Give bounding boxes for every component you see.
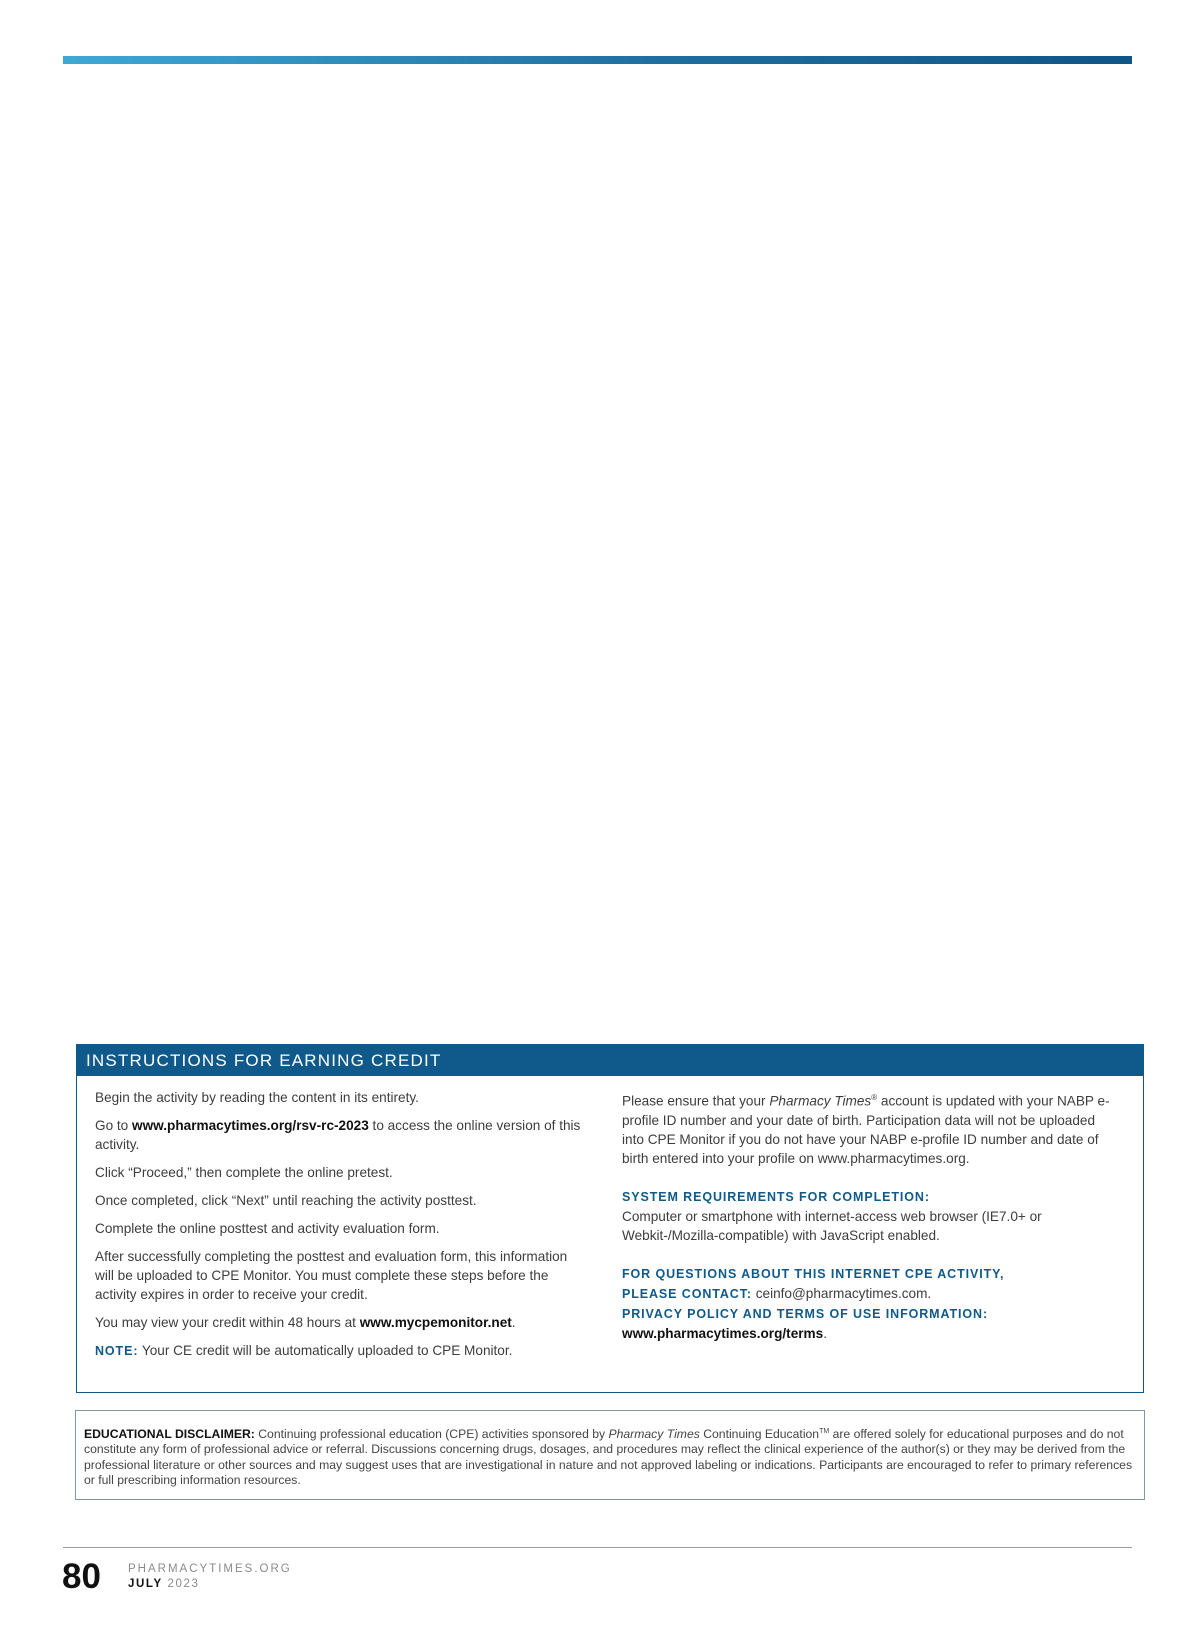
cpe-monitor-link[interactable]: www.mycpemonitor.net [359, 1315, 512, 1330]
footer-year: 2023 [162, 1578, 200, 1590]
instructions-header: INSTRUCTIONS FOR EARNING CREDIT [77, 1045, 1143, 1076]
system-requirements-text: Computer or smartphone with internet-access web browser (IE7.0+ or Webkit-/Mozilla-compatible) with JavaScript enabled. [622, 1208, 1042, 1243]
footer-issue-date [128, 1578, 200, 1590]
top-accent-rule [63, 56, 1132, 64]
brand-name: Pharmacy Times [769, 1093, 872, 1109]
note-label: NOTE: [95, 1344, 139, 1358]
step-7: You may view your credit within 48 hours at www.mycpemonitor.net. [95, 1315, 516, 1330]
footer-site: PHARMACYTIMES.ORG [128, 1563, 292, 1575]
system-requirements-label: SYSTEM REQUIREMENTS FOR COMPLETION: [622, 1189, 930, 1204]
registered-mark: ® [871, 1093, 878, 1102]
account-notice: Please ensure that your Pharmacy Times® account is updated with your NABP e-profile ID number and your date of birth. Participation data will not be uploaded into CPE Monitor if you do not have your NABP e-profile ID number and date of birth entered into your profile on www.pharmacytimes.org. [622, 1093, 1110, 1166]
note: NOTE: Your CE credit will be automatically uploaded to CPE Monitor. [95, 1343, 513, 1358]
step-1: Begin the activity by reading the content in its entirety. [95, 1090, 419, 1105]
privacy-label: PRIVACY POLICY AND TERMS OF USE INFORMATION: [622, 1306, 989, 1321]
trademark-mark: TM [819, 1428, 830, 1435]
footer-rule [63, 1547, 1132, 1548]
contact-line: PLEASE CONTACT: ceinfo@pharmacytimes.com. [622, 1285, 932, 1301]
step-4: Once completed, click “Next” until reaching the activity posttest. [95, 1193, 477, 1208]
activity-link[interactable]: www.pharmacytimes.org/rsv-rc-2023 [132, 1118, 369, 1133]
step-2: Go to www.pharmacytimes.org/rsv-rc-2023 to access the online version of this activity. [95, 1118, 581, 1152]
page-number: 80 [62, 1557, 101, 1596]
step-5: Complete the online posttest and activity evaluation form. [95, 1221, 440, 1236]
questions-label: FOR QUESTIONS ABOUT THIS INTERNET CPE ACTIVITY, [622, 1266, 1005, 1281]
contact-email[interactable]: ceinfo@pharmacytimes.com. [751, 1285, 932, 1301]
disclaimer-label: EDUCATIONAL DISCLAIMER: [84, 1427, 255, 1442]
step-6: After successfully completing the posttest and evaluation form, this information will be uploaded to CPE Monitor. You must complete these steps before the activity expires in order to receive your credit. [95, 1249, 568, 1302]
instructions-info [622, 1088, 1112, 1343]
terms-link[interactable]: www.pharmacytimes.org/terms [622, 1325, 824, 1341]
instructions-panel [76, 1044, 1144, 1393]
step-3: Click “Proceed,” then complete the online pretest. [95, 1165, 393, 1180]
privacy-line: www.pharmacytimes.org/terms. [622, 1325, 827, 1341]
footer-month: JULY [128, 1578, 163, 1590]
educational-disclaimer: EDUCATIONAL DISCLAIMER: Continuing professional education (CPE) activities sponsored by Pharmacy Times Continuing Education™ are offered solely for educational purposes and do not constitute any form of professional advice or referral. Discussions concerning drugs, dosages, and procedures may reflect the clinical experience of the author(s) or they may be derived from the professional literature or other sources and may suggest uses that are investigational in nature and not approved labeling or indications. Participants are encouraged to refer to primary references or full prescribing information resources. [75, 1410, 1145, 1500]
instructions-steps [95, 1088, 585, 1370]
disclaimer-brand: Pharmacy Times [608, 1427, 700, 1442]
